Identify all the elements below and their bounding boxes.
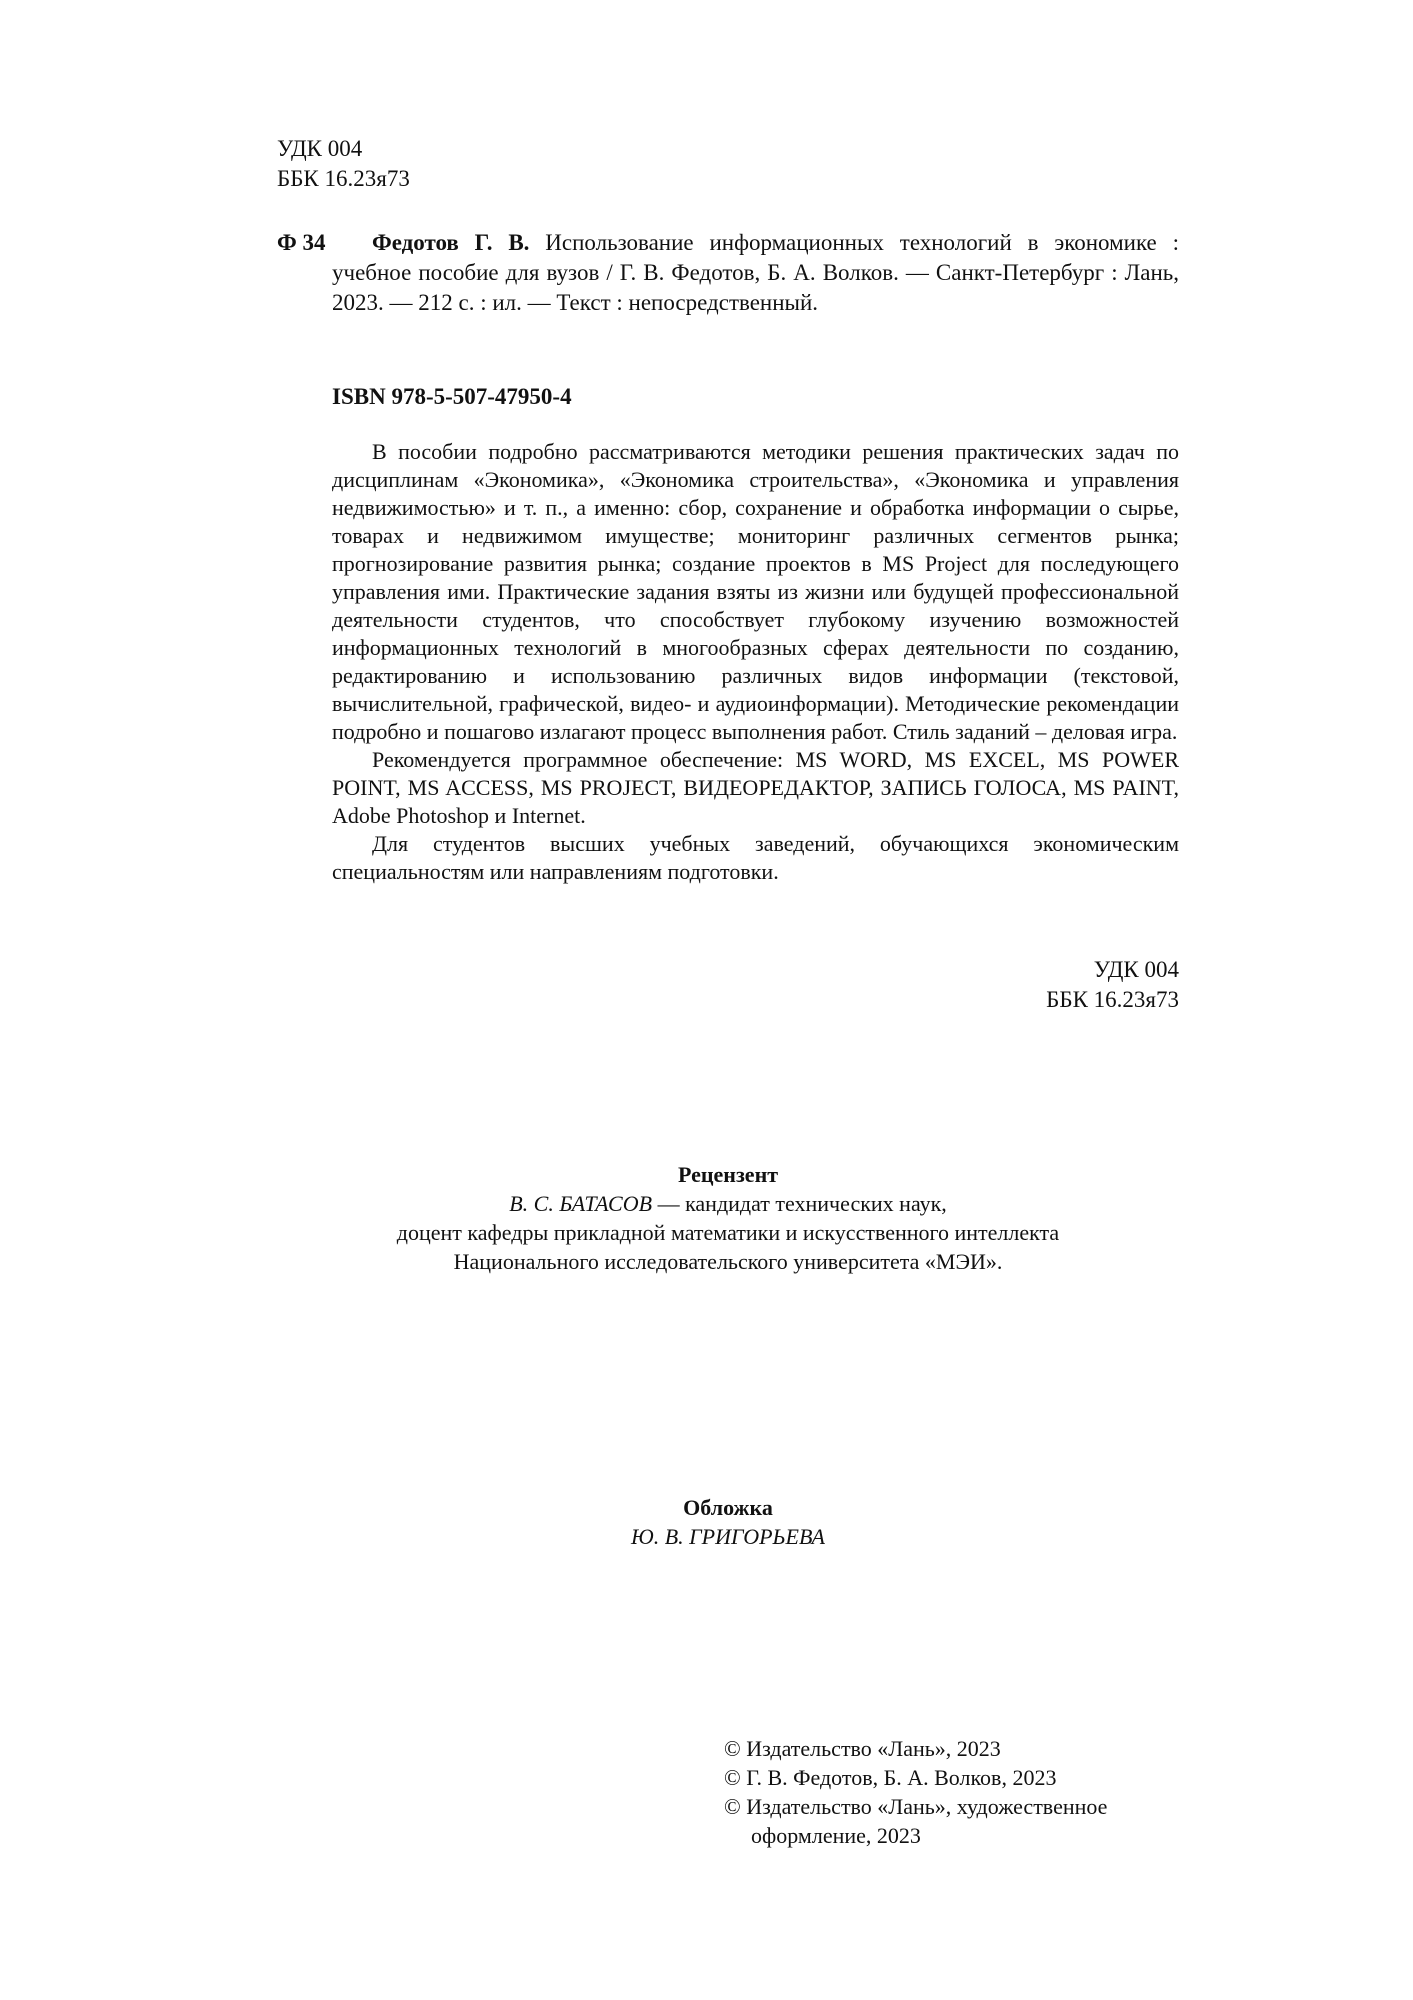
abstract-paragraph: Рекомендуется программное обеспечение: MS WORD, MS EXCEL, MS POWER POINT, MS ACCESS, MS PROJECT, ВИДЕОРЕДАКТОР, ЗАПИСЬ ГОЛОСА, MS PAINT, Adobe Photoshop и Internet. [332, 747, 1179, 828]
bbk-code: ББК 16.23я73 [277, 166, 410, 191]
classification-bottom [1046, 955, 1179, 1015]
reviewer-degree: — кандидат технических наук, [652, 1191, 947, 1216]
reviewer-affiliation: Национального исследовательского университета «МЭИ». [453, 1249, 1003, 1274]
abstract-paragraph: Для студентов высших учебных заведений, обучающихся экономическим специальностям или направлениям подготовки. [332, 831, 1179, 884]
abstract [332, 438, 1179, 886]
reviewer-heading: Рецензент [677, 1162, 779, 1187]
reviewer-line-1 [277, 1189, 1179, 1218]
cover-designer-name: Ю. В. ГРИГОРЬЕВА [631, 1524, 825, 1549]
author-name: Федотов Г. В. [372, 230, 530, 255]
bibliographic-entry [277, 228, 1179, 318]
copyright-line: © Издательство «Лань», художественное [724, 1794, 1108, 1819]
copyright-line-continued: оформление, 2023 [751, 1823, 921, 1848]
bibliographic-description [332, 228, 1179, 318]
isbn: ISBN 978-5-507-47950-4 [332, 384, 572, 409]
copyright-line: © Г. В. Федотов, Б. А. Волков, 2023 [724, 1765, 1057, 1790]
bbk-code: ББК 16.23я73 [1046, 987, 1179, 1012]
udk-code: УДК 004 [1093, 957, 1179, 982]
author-mark: Ф 34 [277, 230, 326, 255]
reviewer-name: В. С. БАТАСОВ [509, 1191, 653, 1216]
copyright-block [724, 1734, 1107, 1850]
classification-top [277, 134, 410, 194]
reviewer-block [277, 1160, 1179, 1276]
title-and-imprint: Использование информационных технологий в экономике : учебное пособие для вузов / Г. В. Федотов, Б. А. Волков. — Санкт-Петербург : Лань, 2023. — 212 с. : ил. — Текст : непосредственный. [332, 230, 1179, 315]
udk-code: УДК 004 [277, 136, 363, 161]
cover-credit-block [277, 1493, 1179, 1551]
abstract-paragraph: В пособии подробно рассматриваются методики решения практических задач по дисциплинам «Экономика», «Экономика строительства», «Экономика и управления недвижимостью» и т. п., а именно: сбор, сохранение и обработка информации о сырье, товарах и недвижимом имуществе; мониторинг различных сегментов рынка; прогнозирование развития рынка; создание проектов в MS Project для последующего управления ими. Практические задания взяты из жизни или будущей профессиональной деятельности студентов, что способствует глубокому изучению возможностей информационных технологий в многообразных сферах деятельности по созданию, редактированию и использованию различных видов информации (текстовой, вычислительной, графической, видео- и аудиоинформации). Методические рекомендации подробно и пошагово излагают процесс выполнения работ. Стиль заданий – деловая игра. [332, 439, 1179, 744]
cover-heading: Обложка [683, 1495, 773, 1520]
copyright-line: © Издательство «Лань», 2023 [724, 1736, 1001, 1761]
reviewer-position: доцент кафедры прикладной математики и искусственного интеллекта [396, 1220, 1060, 1245]
